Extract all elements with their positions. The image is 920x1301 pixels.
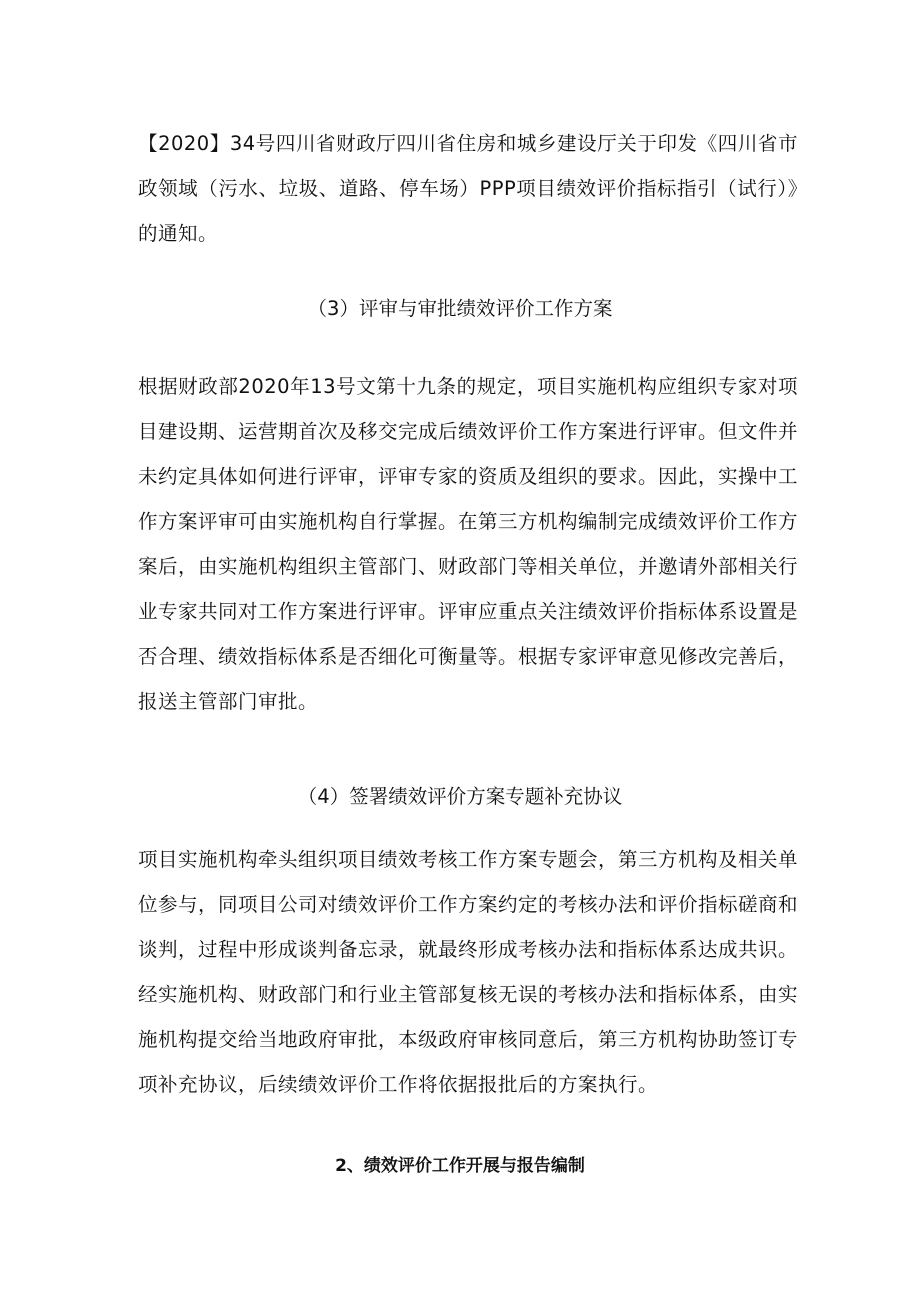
intro-paragraph: 【2020】34号四川省财政厅四川省住房和城乡建设厅关于印发《四川省市政领域（污水、垃圾、道路、停车场）PPP项目绩效评价指标指引（试行）》的通知。 (138, 132, 798, 245)
agreement-paragraph: 项目实施机构牵头组织项目绩效考核工作方案专题会，第三方机构及相关单位参与，同项目公司对绩效评价工作方案约定的考核办法和评价指标磋商和谈判，过程中形成谈判备忘录，就最终形成考核办法和指标体系达成共识。经实施机构、财政部门和行业主管部复核无误的考核办法和指标体系，由实施机构提交给当地政府审批，本级政府审核同意后，第三方机构协助签订专项补充协议，后续绩效评价工作将依据报批后的方案执行。 (138, 848, 799, 1096)
heading-supplementary-agreement: （4）签署绩效评价方案专题补充协议 (297, 785, 623, 808)
heading-review-approval: （3）评审与审批绩效评价工作方案 (307, 297, 613, 320)
review-paragraph: 根据财政部2020年13号文第十九条的规定，项目实施机构应组织专家对项目建设期、运营期首次及移交完成后绩效评价工作方案进行评审。但文件并未约定具体如何进行评审，评审专家的资质及组织的要求。因此，实操中工作方案评审可由实施机构自行掌握。在第三方机构编制完成绩效评价工作方案后，由实施机构组织主管部门、财政部门等相关单位，并邀请外部相关行业专家共同对工作方案进行评审。评审应重点关注绩效评价指标体系设置是否合理、绩效指标体系是否细化可衡量等。根据专家评审意见修改完善后，报送主管部门审批。 (138, 375, 799, 713)
section-2-title: 2、绩效评价工作开展与报告编制 (335, 1156, 585, 1176)
